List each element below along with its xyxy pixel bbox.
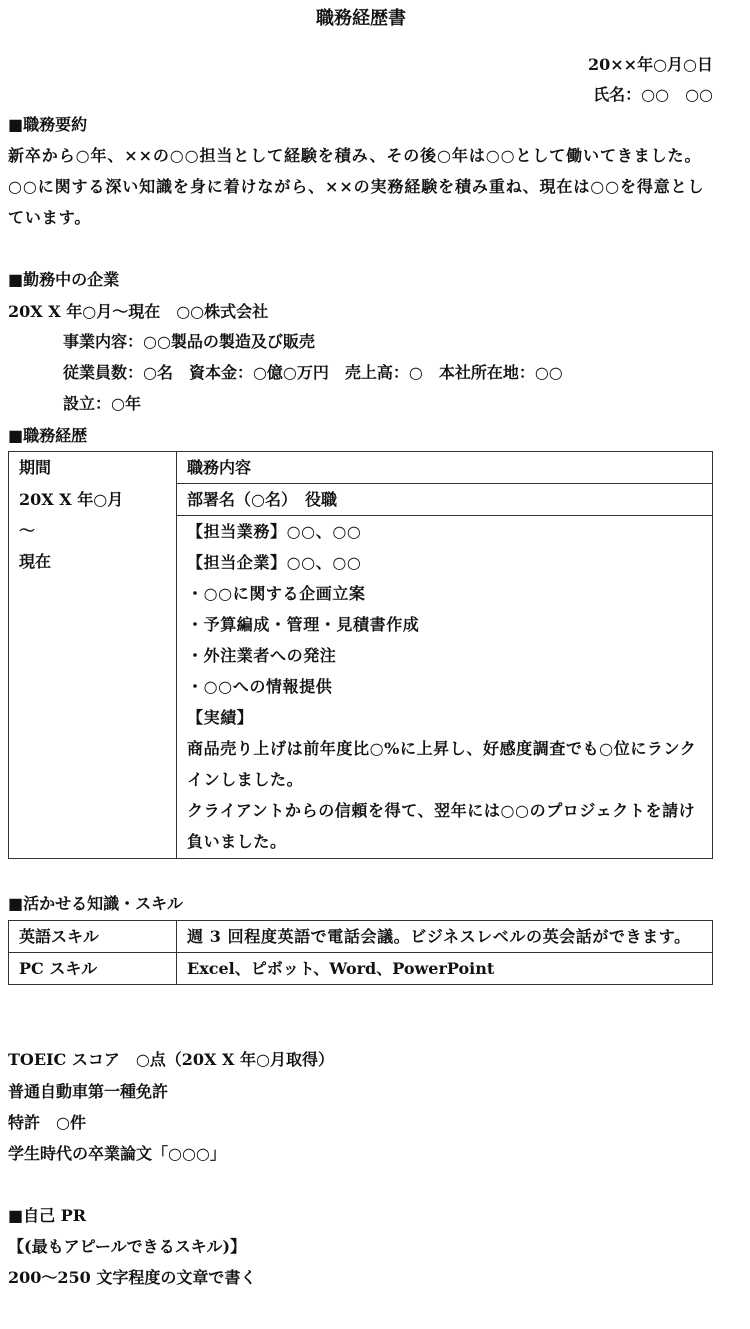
- company-period: 20X X 年○月～現在 ○○株式会社: [8, 302, 269, 321]
- career-content-line: ・○○に関する企画立案: [187, 584, 366, 603]
- career-content-line: 【担当業務】○○、○○: [187, 522, 362, 541]
- document-date: 20××年○月○日: [587, 55, 713, 74]
- career-content-line: 【実績】: [187, 708, 254, 727]
- career-content-line: 商品売り上げは前年度比○%に上昇し、好感度調査でも○位にランクインしました。: [187, 739, 697, 789]
- skills-table: [8, 920, 713, 985]
- career-period-start: 20X X 年○月: [19, 489, 124, 509]
- pr-subheading: 【(最もアピールできるスキル)】: [8, 1237, 247, 1256]
- applicant-name: 氏名：○○ ○○: [593, 85, 713, 104]
- pr-note: 200～250 文字程度の文章で書く: [8, 1268, 257, 1287]
- skills-value-pc: Excel、ピボット、Word、PowerPoint: [177, 953, 713, 985]
- skills-label-english: 英語スキル: [9, 921, 177, 953]
- career-period-tilde: ～: [19, 520, 36, 540]
- career-period-end: 現在: [19, 551, 52, 571]
- summary-text: 新卒から○年、××の○○担当として経験を積み、その後○年は○○として働いてきました。○○に関する深い知識を身に着けながら、××の実務経験を積み重ね、現在は○○を得意としています。: [8, 146, 705, 227]
- extra-thesis: 学生時代の卒業論文「○○○」: [8, 1144, 226, 1163]
- career-department: 部署名（○名） 役職: [177, 484, 713, 516]
- company-founded: 設立：○年: [63, 394, 141, 413]
- skills-heading: ■活かせる知識・スキル: [8, 894, 183, 913]
- extra-license: 普通自動車第一種免許: [8, 1082, 169, 1101]
- career-content-line: ・○○への情報提供: [187, 677, 333, 696]
- career-table: [8, 451, 713, 859]
- career-content-line: ・外注業者への発注: [187, 646, 337, 665]
- career-col-period: 期間: [9, 452, 177, 484]
- company-details: 従業員数：○名 資本金：○億○万円 売上高：○ 本社所在地：○○: [63, 363, 563, 382]
- career-content-cell: [177, 516, 713, 859]
- pr-heading: ■自己 PR: [8, 1206, 87, 1225]
- career-col-content: 職務内容: [177, 452, 713, 484]
- career-content-line: クライアントからの信頼を得て、翌年には○○のプロジェクトを請け負いました。: [187, 801, 696, 851]
- skills-value-english: 週 3 回程度英語で電話会議。ビジネスレベルの英会話ができます。: [177, 921, 713, 953]
- company-heading: ■勤務中の企業: [8, 270, 120, 289]
- career-heading: ■職務経歴: [8, 426, 88, 445]
- company-business: 事業内容：○○製品の製造及び販売: [63, 332, 315, 351]
- document-title: 職務経歴書: [316, 8, 406, 29]
- skills-label-pc: PC スキル: [9, 953, 177, 985]
- career-content-line: 【担当企業】○○、○○: [187, 553, 362, 572]
- extra-toeic: TOEIC スコア ○点（20X X 年○月取得）: [8, 1050, 334, 1069]
- extra-patent: 特許 ○件: [8, 1113, 86, 1132]
- career-content-line: ・予算編成・管理・見積書作成: [187, 615, 420, 634]
- summary-heading: ■職務要約: [8, 115, 88, 134]
- career-period-cell: [9, 484, 177, 859]
